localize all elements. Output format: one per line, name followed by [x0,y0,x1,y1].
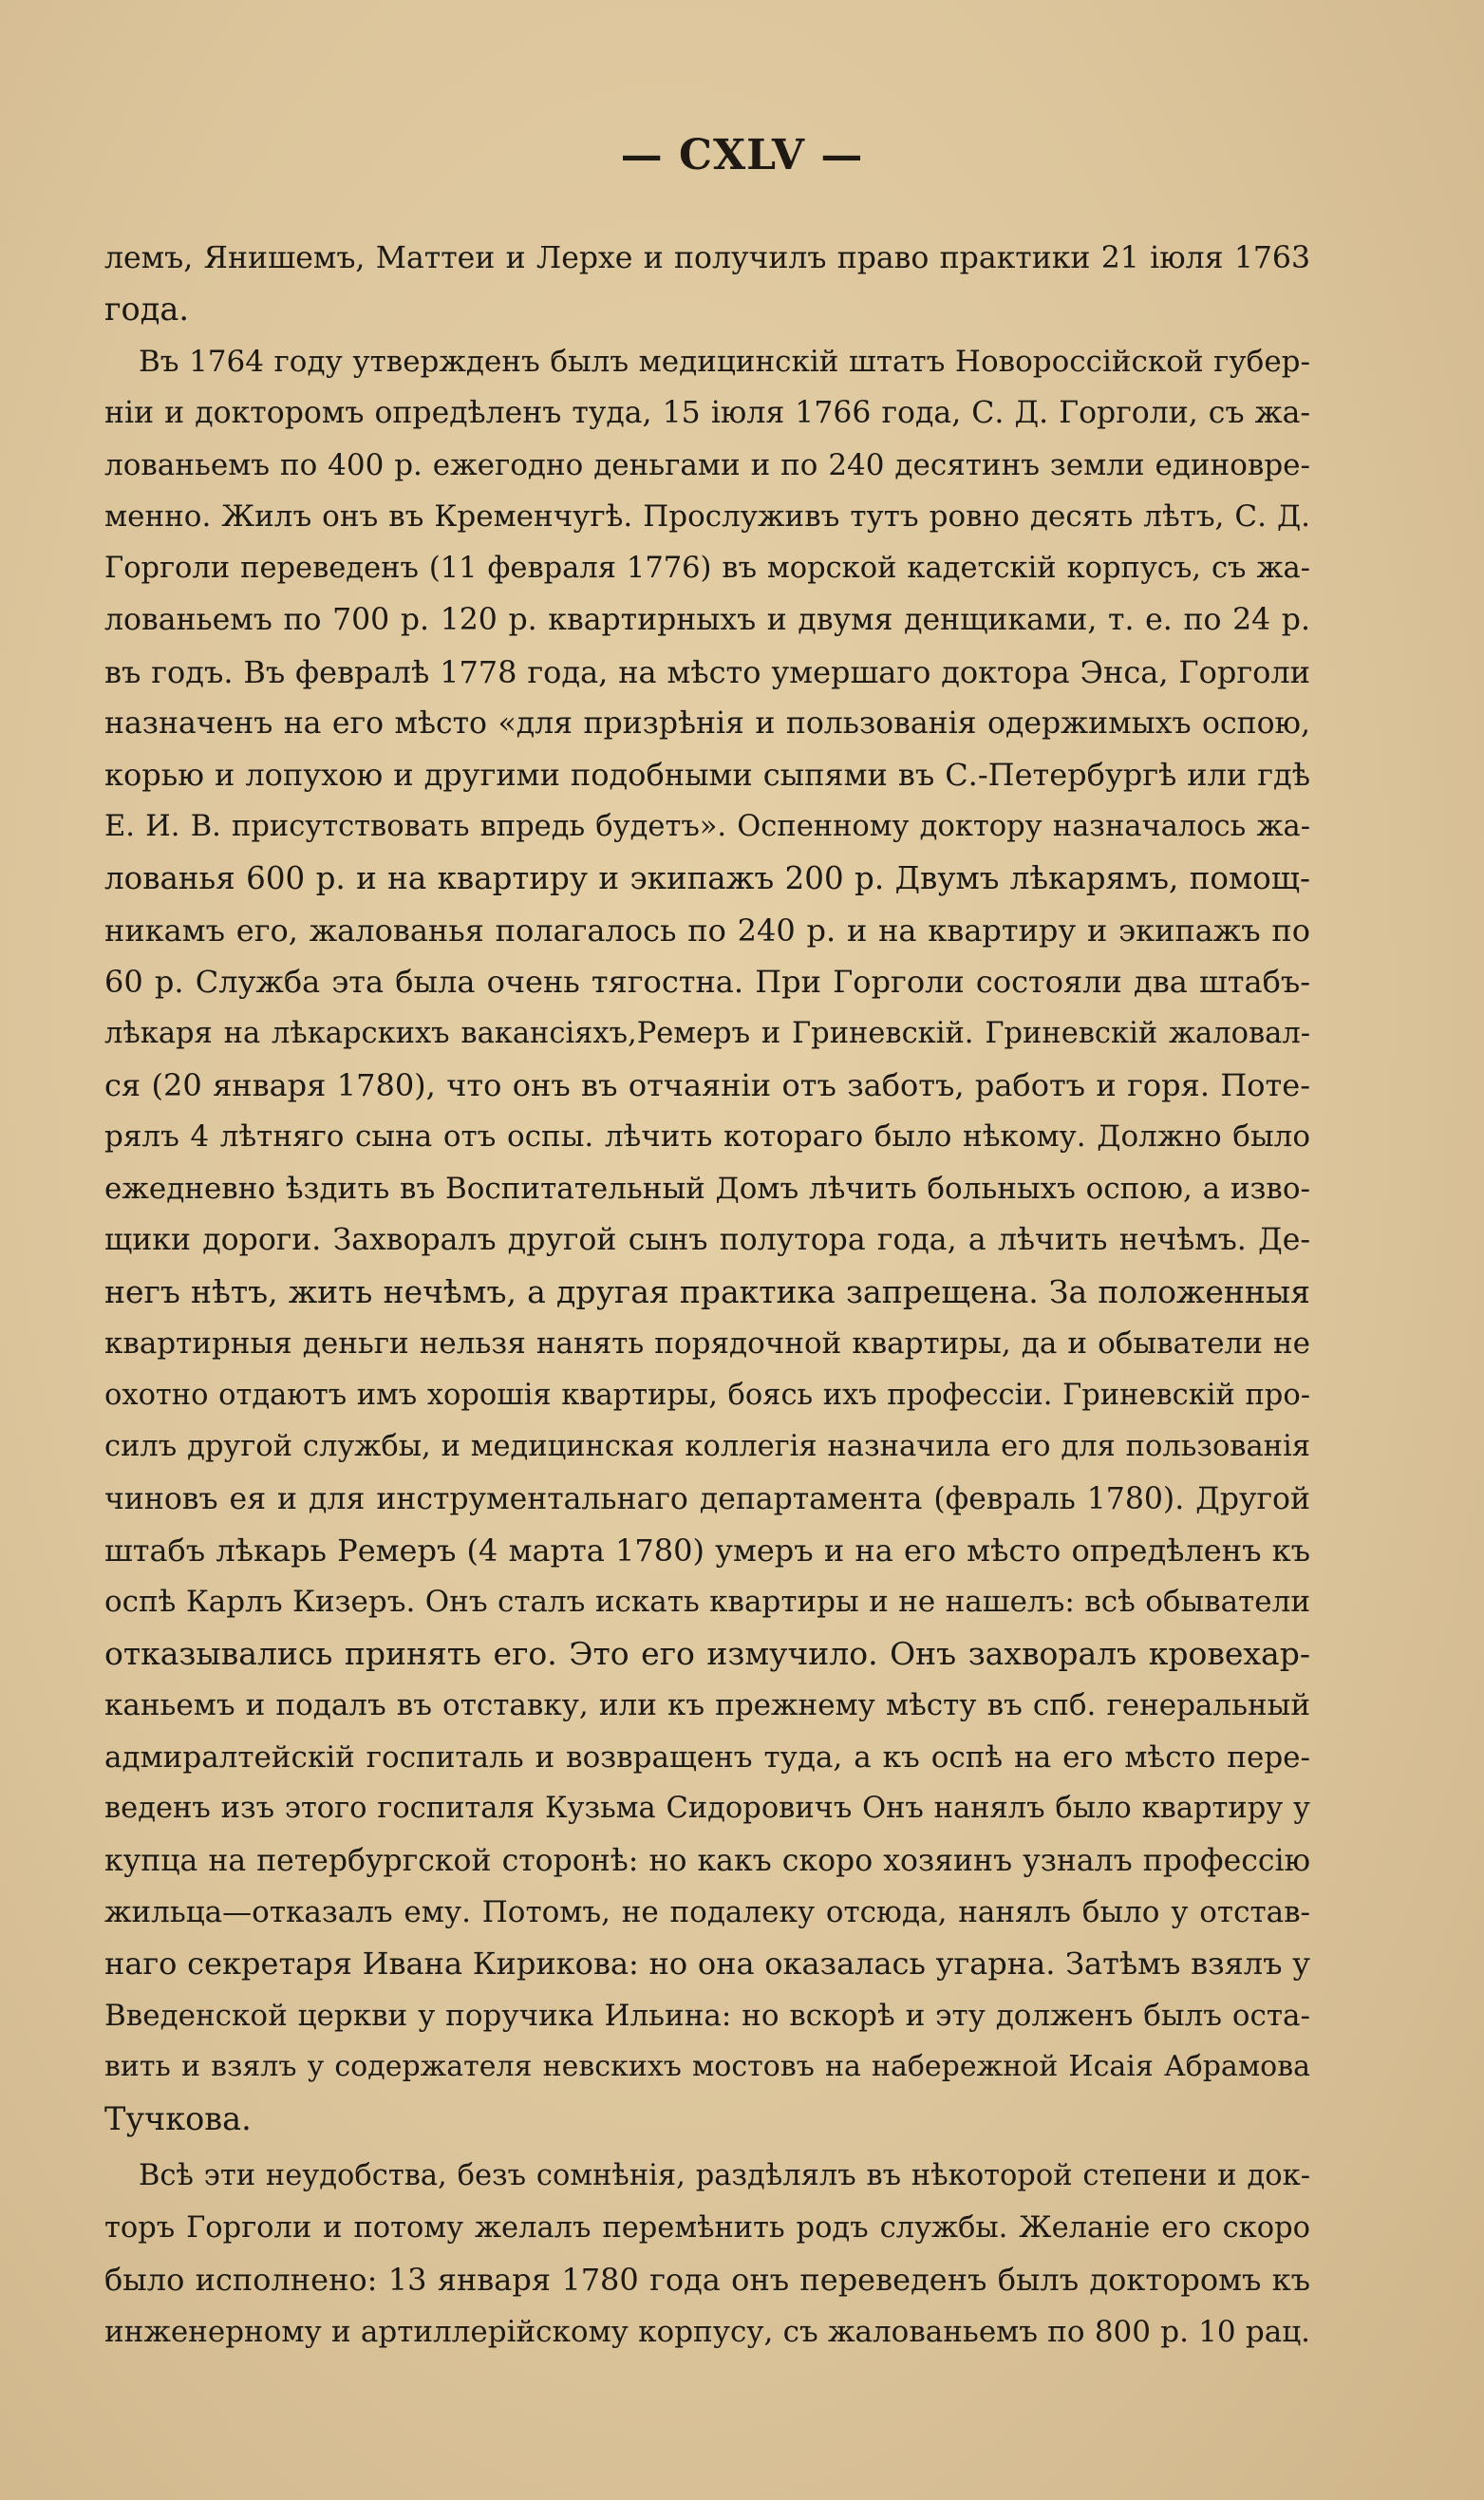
text-line: года. [104,291,189,329]
text-line: никамъ его, жалованья полагалось по 240 р. и на квартиру и экипажъ по [104,912,1310,949]
text-line: ежедневно ѣздить въ Воспитательный Домъ лѣчить больныхъ оспою, а изво- [104,1171,1310,1206]
page-number: — CXLV — [620,131,864,179]
text-line: штабъ лѣкарь Ремеръ (4 марта 1780) умеръ и на его мѣсто опредѣленъ къ [104,1532,1310,1569]
text-line: въ годъ. Въ февралѣ 1778 года, на мѣсто умершаго доктора Энса, Горголи [104,653,1310,690]
text-line: лѣкаря на лѣкарскихъ вакансіяхъ,Ремеръ и Гриневскій. Гриневскій жаловал- [104,1016,1310,1050]
text-line: Горголи переведенъ (11 февраля 1776) въ морской кадетскій корпусъ, съ жа- [104,551,1310,585]
text-line: лованьемъ по 700 р. 120 р. квартирныхъ и двумя денщиками, т. е. по 24 р. [104,603,1310,638]
text-line: назначенъ на его мѣсто «для призрѣнія и пользованія одержимыхъ оспою, [104,705,1310,741]
text-line: жильца—отказалъ ему. Потомъ, не подалеку отсюда, нанялъ было у отстав- [104,1895,1310,1929]
text-line: лованья 600 р. и на квартиру и экипажъ 200 р. Двумъ лѣкарямъ, помощ- [104,860,1310,897]
text-line: Тучкова. [104,2099,252,2137]
text-line: купца на петербургской сторонѣ: но какъ скоро хозяинъ узналъ профессію [104,1843,1310,1878]
paragraph [104,336,1310,2145]
text-line: силъ другой службы, и медицинская коллегія назначила его для пользованія [104,1430,1310,1464]
text-line: квартирныя деньги нельзя нанять порядочной квартиры, да и обыватели не [104,1326,1310,1362]
text-line: менно. Жилъ онъ въ Кременчугѣ. Прослуживъ тутъ ровно десять лѣтъ, С. Д. [104,499,1310,535]
text-line: рялъ 4 лѣтняго сына отъ оспы. лѣчить котораго было нѣкому. Должно было [104,1119,1310,1155]
body-text [104,233,1310,2358]
text-line: корью и лопухою и другими подобными сыпями въ С.-Петербургѣ или гдѣ [104,757,1310,794]
text-line: Введенской церкви у поручика Ильина: но вскорѣ и эту долженъ былъ оста- [104,1998,1310,2033]
text-line: лемъ, Янишемъ, Маттеи и Лерхе и получилъ право практики 21 іюля 1763 [104,241,1310,275]
text-line: негъ нѣтъ, жить нечѣмъ, а другая практика запрещена. За положенныя [104,1272,1310,1310]
text-line: вить и взялъ у содержателя невскихъ мостовъ на набережной Исаія Абрамова [104,2050,1310,2084]
text-line: ся (20 января 1780), что онъ въ отчаяніи отъ заботъ, работъ и горя. Поте- [104,1067,1310,1103]
paragraph [104,233,1310,336]
text-line: было исполнено: 13 января 1780 года онъ переведенъ былъ докторомъ къ [104,2262,1310,2299]
text-line: инженерному и артиллерійскому корпусу, съ жалованьемъ по 800 р. 10 рац. [104,2314,1310,2349]
text-line: отказывались принять его. Это его измучило. Онъ захворалъ кровехар- [104,1634,1310,1672]
text-line: торъ Горголи и потому желалъ перемѣнить родъ службы. Желаніе его скоро [104,2210,1310,2245]
text-line: чиновъ ея и для инструментальнаго департамента (февраль 1780). Другой [104,1481,1310,1516]
text-line: веденъ изъ этого госпиталя Кузьма Сидоровичъ Онъ нанялъ было квартиру у [104,1792,1310,1826]
text-line: оспѣ Карлъ Кизеръ. Онъ сталъ искать квартиры и не нашелъ: всѣ обыватели [104,1585,1310,1620]
text-line: адмиралтейскій госпиталь и возвращенъ туда, а къ оспѣ на его мѣсто пере- [104,1739,1310,1775]
text-line: Е. И. В. присутствовать впредь будетъ». Оспенному доктору назначалось жа- [104,809,1310,843]
paragraph [104,2151,1310,2358]
text-line: охотно отдаютъ имъ хорошія квартиры, боясь ихъ профессіи. Гриневскій про- [104,1378,1310,1412]
text-line: лованьемъ по 400 р. ежегодно деньгами и по 240 десятинъ земли единовре- [104,447,1310,482]
text-line: 60 р. Служба эта была очень тягостна. При Горголи состояли два штабъ- [104,964,1310,1001]
text-line: ніи и докторомъ опредѣленъ туда, 15 іюля 1766 года, С. Д. Горголи, съ жа- [104,396,1310,431]
text-line: щики дороги. Захворалъ другой сынъ полутора года, а лѣчить нечѣмъ. Де- [104,1223,1310,1258]
text-line: Въ 1764 году утвержденъ былъ медицинскій штатъ Новороссійской губер- [139,344,1310,379]
text-line: каньемъ и подалъ въ отставку, или къ прежнему мѣсту въ спб. генеральный [104,1688,1310,1723]
text-line: наго секретаря Ивана Кирикова: но она оказалась угарна. Затѣмъ взялъ у [104,1945,1310,1983]
text-line: Всѣ эти неудобства, безъ сомнѣнія, раздѣлялъ въ нѣкоторой степени и док- [139,2159,1310,2193]
